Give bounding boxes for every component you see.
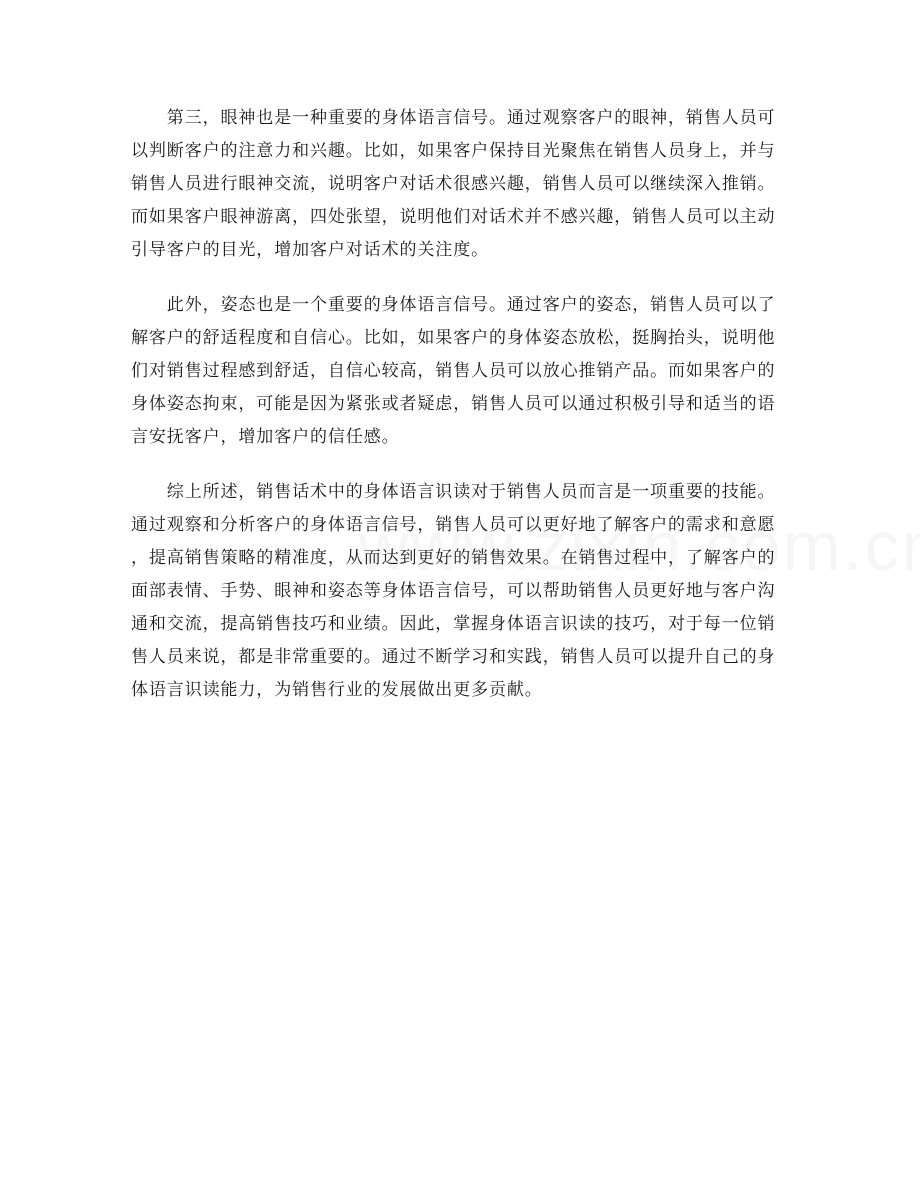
text-line: 综上所述，销售话术中的身体语言识读对于销售人员而言是一项重要的技能。 [131, 482, 776, 502]
paragraph-conclusion [131, 476, 796, 707]
text-line: 引导客户的目光，增加客户对话术的关注度。 [131, 240, 489, 260]
paragraph-eye-contact [131, 102, 796, 267]
text-line: 通和交流，提高销售技巧和业绩。因此，掌握身体语言识读的技巧，对于每一位销 [131, 614, 776, 634]
paragraph-posture [131, 289, 796, 454]
text-line: 面部表情、手势、眼神和姿态等身体语言信号，可以帮助销售人员更好地与客户沟 [131, 581, 776, 601]
text-line: 第三，眼神也是一种重要的身体语言信号。通过观察客户的眼神，销售人员可 [131, 108, 776, 128]
text-line: 们对销售过程感到舒适，自信心较高，销售人员可以放心推销产品。而如果客户的 [131, 361, 776, 381]
text-line: 销售人员进行眼神交流，说明客户对话术很感兴趣，销售人员可以继续深入推销。 [131, 174, 776, 194]
text-line: ，提高销售策略的精准度，从而达到更好的销售效果。在销售过程中，了解客户的 [131, 548, 776, 568]
text-line: 通过观察和分析客户的身体语言信号，销售人员可以更好地了解客户的需求和意愿 [131, 515, 776, 535]
text-line: 以判断客户的注意力和兴趣。比如，如果客户保持目光聚焦在销售人员身上，并与 [131, 141, 776, 161]
text-line: 而如果客户眼神游离，四处张望，说明他们对话术并不感兴趣，销售人员可以主动 [131, 207, 776, 227]
document-body [131, 102, 796, 729]
text-line: 言安抚客户，增加客户的信任感。 [131, 427, 400, 447]
text-line: 身体姿态拘束，可能是因为紧张或者疑虑，销售人员可以通过积极引导和适当的语 [131, 394, 776, 414]
text-line: 售人员来说，都是非常重要的。通过不断学习和实践，销售人员可以提升自己的身 [131, 647, 776, 667]
text-line: 此外，姿态也是一个重要的身体语言信号。通过客户的姿态，销售人员可以了 [131, 295, 776, 315]
text-line: 体语言识读能力，为销售行业的发展做出更多贡献。 [131, 680, 543, 700]
text-line: 解客户的舒适程度和自信心。比如，如果客户的身体姿态放松，挺胸抬头，说明他 [131, 328, 776, 348]
